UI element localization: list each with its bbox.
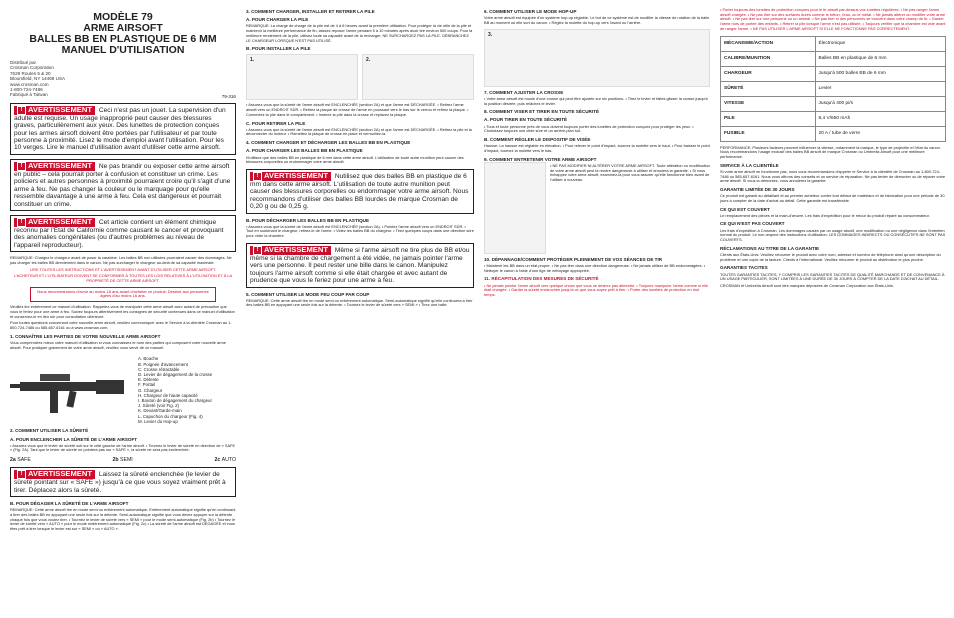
covered-heading: CE QUI EST COUVERT bbox=[720, 206, 770, 212]
warning-badge: ! AVERTISSEMENT bbox=[14, 218, 95, 227]
column-3 bbox=[484, 6, 710, 300]
figure-1: 1. bbox=[246, 54, 358, 100]
implied-warranty-body: TOUTES GARANTIES TACITES, Y COMPRIS LES GARANTIES TACITES DE QUALITÉ MARCHANDE ET DE CONVENANCE À UN USAGE PARTICULIER, SONT LIMITÉES À UNE DURÉE DE 30 JOURS À COMPTER DE LA DATE D'ACHAT AU DÉTAIL. bbox=[720, 271, 945, 282]
section-3b-text: • Assurez-vous que la sûreté de l'arme airsoft est ENCLENCHÉE (section 2A) et que l'arme est DÉCHARGÉE. • Retirez l'arme airsoft vers un ENDROIT SÛR. • Retirez la plaque de crosse de l'arme en poussant vers le bas sur le verrou et retirez la plaque. • Connectez la pile dans le compartiment. • Insérez la pile dans la crosse et replacez la plaque. bbox=[246, 102, 469, 117]
warranty-heading: GARANTIE LIMITÉE DE 30 JOURS bbox=[720, 186, 795, 192]
spec-key: VITESSE bbox=[721, 96, 816, 111]
spec-value: Électronique bbox=[815, 36, 946, 51]
section-8b-heading: B. COMMENT RÉGLER LE DISPOSITIF DE VISÉE bbox=[484, 137, 591, 143]
spec-key: PILE bbox=[721, 111, 816, 126]
warning-box-4: ! AVERTISSEMENT Nutilisez que des balles BB en plastique de 6 mm dans cette arme airsoft. L'utilisation de toute autre munition peut causer des blessures corporelles ou endommager votre arme airsoft. Nous recommandons d'utiliser des balles BB lourdes de marque Crosman de 0,20 g ou de 0,25 g. bbox=[246, 169, 474, 214]
stock-figures bbox=[484, 29, 710, 87]
figure-2: 2. bbox=[362, 54, 474, 100]
not-covered-body: Les frais d'expédition à Crosman. Les dommages causés par un usage abusif, une modification ou une négligence dans l'entretien normal du produit. Le non-respect des instructions d'utilisation. LES DOMMAGES INDIRECTS OU CONSÉCUTIFS NE SONT PAS COUVERTS. bbox=[720, 227, 946, 243]
service-text: Pour toutes questions concernant votre nouvelle arme airsoft, veuillez communiquer avec le Service à la clientèle Crosman au 1-800-724-7486 ou 585-657-6161 ou à www.crosman.com. bbox=[10, 320, 232, 331]
part-label: A. Bouche bbox=[138, 356, 159, 362]
column-1 bbox=[10, 6, 236, 534]
red-notice-1: LIRE TOUTES LES INSTRUCTIONS ET L'AVERTISSEMENT AVANT D'UTILISER CETTE ARME AIRSOFT. bbox=[29, 266, 217, 272]
spec-value: Jusqu'à 400 pi/s bbox=[815, 96, 946, 111]
spec-value: Levier bbox=[815, 81, 946, 96]
claims-heading: RÉCLAMATIONS AU TITRE DE LA GARANTIE bbox=[720, 245, 820, 251]
implied-warranty-heading: GARANTIES TACITES bbox=[720, 265, 768, 271]
service-heading: SERVICE À LA CLIENTÈLE bbox=[720, 162, 779, 168]
warning-badge: ! AVERTISSEMENT bbox=[14, 470, 95, 479]
section-8b-text: Hausse: La hausse est réglable en élévation. • Pour relever le point d'impact, tournez la molette vers le haut. • Pour baisser le point d'impact, tournez la molette vers le bas. bbox=[484, 143, 710, 153]
spec-row bbox=[721, 51, 946, 66]
claims-body: Clients aux États-Unis: Veuillez retourner le produit avec votre nom, adresse et numéro de téléphone ainsi qu'une description du problème et une copie de la facture. Clients à l'international: Veuillez retourner le produit au distributeur le plus proche. bbox=[720, 251, 941, 262]
warning-icon: ! bbox=[253, 246, 262, 255]
section-2a-text: • Assurez-vous que le levier de sûreté soit sur le côté gauche de l'arme airsoft. • Tournez le levier de sûreté en direction de « SAFE » (Fig. 2A). Tant que le levier de sûreté ne pointera pas sur « SAFE », la sûreté ne sera pas enclenchée. bbox=[10, 442, 236, 453]
spec-value: Balles BB en plastique de 6 mm bbox=[815, 51, 946, 66]
section-11-text: • Ne jamais pointer l'arme airsoft vers quelque chose que vous ne désirez pas atteindre. • Toujours manipuler l'arme comme si elle était chargée. • Garder la sûreté enclenchée jusqu'à ce que vous soyez prêt à tirer. • Porter des lunettes de protection en tout temps. bbox=[484, 282, 709, 298]
section-7-heading: 7. COMMENT AJUSTER LA CROSSE bbox=[484, 89, 564, 95]
rifle-diagram bbox=[10, 354, 236, 424]
section-4a-text: N'utilisez que des balles BB en plastique de 6 mm dans cette arme airsoft. L'utilisation de toute autre munition peut causer des blessures corporelles ou endommager votre arme airsoft. bbox=[246, 154, 464, 165]
spec-value: Jusqu'à 500 balles BB de 6 mm bbox=[815, 66, 946, 81]
spec-key: SÛRETÉ bbox=[721, 81, 816, 96]
part-label: F. Portail bbox=[138, 382, 156, 388]
not-covered-heading: CE QUI N'EST PAS COUVERT bbox=[720, 221, 785, 227]
spec-value: 20 A / tube de verre bbox=[815, 126, 946, 141]
section-9-text: • NE PAS MODIFIER NI ALTÉRER VOTRE ARME AIRSOFT. Toute altération ou modification de votre arme airsoft peut la rendre dangereuse à utiliser et annulera la garantie. • Si vous échappez votre arme airsoft, examinez-la pour vous assurer qu'elle fonctionne bien avant de l'utiliser à nouveau. bbox=[550, 162, 710, 182]
safety-switch-figures bbox=[10, 457, 236, 463]
part-label: E. Détente bbox=[138, 377, 159, 383]
battery-figures bbox=[246, 54, 474, 100]
warning-box-1: ! AVERTISSEMENT Ceci n'est pas un jouet. La supervision d'un adulte est requise. Un usage inapproprié peut causer des blessures graves, particulièrement aux yeux. Des lunettes de protection conçues pour les armes airsoft doivent être portées par l'utilisateur et par toute personne à proximité. Lisez le mode d'emploi avant l'utilisation. Pour les 10 verges. Lire le manuel d'utilisation avant d'utiliser cette arme airsoft. bbox=[10, 103, 236, 155]
section-3a-heading: A. POUR CHARGER LA PILE bbox=[246, 17, 309, 23]
section-8-heading: 8. COMMENT VISER ET TIRER EN TOUTE SÉCURITÉ bbox=[484, 109, 600, 115]
specifications-table bbox=[720, 36, 946, 142]
warning-box-2: ! AVERTISSEMENT Ne pas brandir ou exposer cette arme airsoft en public – cela pourrait porter à confusion et constituer un crime. Les policiers et autres personnes à proximité pourraient croire qu'il s'agit d'une arme à feu. Ne pas changer la couleur ou le marquage pour qu'elle ressemble davantage à une arme à feu. Cela est dangereux et pourrait constituer un crime. bbox=[10, 159, 236, 211]
fig-2c-label: 2c AUTO bbox=[214, 457, 236, 464]
warning-icon: ! bbox=[17, 218, 26, 227]
section-2b-text: REMARQUE: Cette arme airsoft tire en mode semi ou entièrement automatique. Entièrement automatique signifie qu'en continuant à tirer des balles BB en appuyant une seule fois sur la détente. Semi-automatique signifie que vous devez appuyer sur la détente chaque fois que vous voulez tirer. • Tournez le levier de sûreté vers « SEMI » pour le mode semi-automatique (Fig. 2b) • Tournez le levier de sûreté vers « AUTO » pour le mode entièrement automatique (Fig. 2c) • La sûreté de l'arme airsoft est DÉGAGÉE et vous êtes prêt à tirer lorsque le levier est sur « SEMI » ou « AUTO ». bbox=[10, 507, 236, 531]
spec-row bbox=[721, 126, 946, 141]
section-4b-heading: B. POUR DÉCHARGER LES BALLES BB EN PLASTIQUE bbox=[246, 217, 370, 223]
section-3-heading: 3. COMMENT CHARGER, INSTALLER ET RETIRER LA PILE bbox=[246, 9, 375, 14]
warranty-body: Ce produit est garanti au détaillant et au premier acheteur contre tout défaut de matériaux et de fabrication pour une période de 30 jours à compter de la date d'achat au détail. Cette garantie est transférable. bbox=[720, 193, 945, 203]
warning-badge: ! AVERTISSEMENT bbox=[14, 106, 95, 115]
part-label: H. Chargeur de haute capacité bbox=[138, 392, 198, 398]
maintenance-block bbox=[484, 162, 710, 254]
covered-body: Le remplacement des pièces et la main-d'œuvre. Les frais d'expédition pour le retour du produit réparé au consommateur. bbox=[720, 212, 930, 218]
warning-badge: ! AVERTISSEMENT bbox=[250, 246, 331, 255]
section-5-heading: 5. COMMENT UTILISER LE MODE FEU COUP PAR COUP bbox=[246, 291, 370, 297]
section-2-heading: 2. COMMENT UTILISER LA SÛRETÉ bbox=[10, 428, 89, 434]
trademark-footer: CROSMAN et Umbrella Airsoft sont des marques déposées de Crosman Corporation aux États-Unis. bbox=[720, 282, 894, 288]
part-label: M. Levier du Hop-up bbox=[138, 418, 178, 424]
red-notice-2: L'ACHETEUR ET L'UTILISATEUR DOIVENT SE CONFORMER À TOUTES LES LOIS RELATIVES À L'UTILISATION ET À LA PROPRIÉTÉ DE CETTE ARME AIRSOFT. bbox=[13, 273, 233, 283]
warning-icon: ! bbox=[17, 106, 26, 115]
spec-key: CHARGEUR bbox=[721, 66, 816, 81]
section-3a-text: REMARQUE: La charge de charge de la pile est de 4 à 6 heures avant la première utilisation. Pour protéger la vie utile de la pile et maintenir la meilleure performance de fin, laissez reposer l'arme pendant 5 à 10 minutes après avoir tiré environ 500 coups. Pour la meilleure rendement de la pile, utilisez toute sa capacité avant de la recharger. NE SURCHARGEZ PAS LA PILE. DÉBRANCHEZ LE CHARGEUR LORSQUE N'EST PAS UTILISÉ. bbox=[246, 23, 473, 43]
figure-maintenance bbox=[484, 162, 546, 254]
section-2a-heading: A. POUR ENCLENCHER LA SÛRETÉ DE L'ARME AIRSOFT bbox=[10, 436, 138, 442]
section-3c-heading: C. POUR RETIRER LA PILE bbox=[246, 120, 306, 126]
section-4-heading: 4. COMMENT CHARGER ET DÉCHARGER LES BALLES BB EN PLASTIQUE bbox=[246, 140, 411, 146]
section-1-text: Vous comprendrez mieux votre manuel d'utilisation si vous connaissez le nom des parties qui composent votre nouvelle arme airsoft. Pour pratiquer gravement de votre arme airsoft, veuillez vous servir de ce manuel. bbox=[10, 339, 226, 350]
spec-row bbox=[721, 111, 946, 126]
section-10-text: • Maintenir les BB dans un état propre. • Ne pas tirer dans une direction dangereuse. • Ne jamais utiliser de BB endommagées. • Nettoyer le canon à l'aide d'une tige de nettoyage appropriée. bbox=[484, 263, 706, 273]
spec-value: 8,4 V/650 mAh bbox=[815, 111, 946, 126]
figure-stock: 3. bbox=[484, 29, 710, 87]
part-label: B. Poignée d'avancement bbox=[138, 361, 188, 367]
section-2b-heading: B. POUR DÉGAGER LA SÛRETÉ DE L'ARME AIRSOFT bbox=[10, 500, 129, 506]
distributor-info: Distribué par Crosman Corporation 7629 Routes 5 & 20 Bloomfield, NY 14469 USA www.crosman.com 1-800-724-7486 Fabriqué à Taïwan bbox=[10, 60, 66, 98]
part-label: L. Capuchon du chargeur (Fig. 4) bbox=[138, 413, 203, 419]
warning-badge: ! AVERTISSEMENT bbox=[250, 172, 331, 181]
section-10-heading: 10. DÉPANNAGE/COMMENT PROTÉGER PLEINEMENT DE VOS SÉANCES DE TIR bbox=[484, 256, 663, 262]
section-8a-text: • Tous et toute personne près de vous doivent toujours porter des lunettes de protection conçues pour protéger les yeux. • Choisissez toujours une cible sûre et un arrière-plan sûr. bbox=[484, 123, 694, 134]
part-label: C. Crosse rétractable bbox=[138, 366, 180, 372]
manual-title: MODÈLE 79 ARME AIRSOFT BALLES BB EN PLASTIQUE DE 6 MM MANUEL D'UTILISATION bbox=[29, 11, 217, 56]
part-label: K. Devant/Garde-main bbox=[138, 408, 182, 414]
section-9-heading: 9. COMMENT ENTRETENIR VOTRE ARME AIRSOFT bbox=[484, 156, 597, 162]
section-6-heading: 6. COMMENT UTILISER LE MODE HOP-UP bbox=[484, 9, 577, 14]
column-4 bbox=[720, 6, 946, 291]
section-6-text: Votre arme airsoft est équipée d'un système hop-up réglable. Le but de ce système est de modifier la vitesse de rotation de la balle BB au moment où elle sort du canon. • Réglez la molette du hop-up vers l'avant ou l'arrière. bbox=[484, 15, 710, 25]
section-11-heading: 11. RÉCAPITULATION DES MESURES DE SÉCURITÉ bbox=[484, 276, 599, 282]
warning-box-5: ! AVERTISSEMENT Même si l'arme airsoft ne tire plus de BB et/ou même si la chambre de chargement a été vidée, ne jamais pointer l'arme vers une personne. Il peut rester une bille dans le canon. Manipulez toujours l'arme airsoft comme si elle était chargée et avec autant de prudence que vous le feriez pour une arme à feu. bbox=[246, 243, 474, 288]
age-notice: Nous recommandons d'avoir au moins 18 ans avant d'acheter ce produit. Destiné aux personnes âgées d'au moins 16 ans. bbox=[30, 287, 216, 303]
remarque-text: REMARQUE: Chargez le chargeur avant de poser la carabine. Les balles BB non utilisées pourraient causer des dommages. Ne pas charger les balles BB directement dans le canon. Ne pas surcharger le chargeur au-delà de sa capacité maximale. bbox=[10, 255, 232, 265]
spec-row bbox=[721, 66, 946, 81]
document-code: 79-316 bbox=[221, 93, 236, 99]
part-label: D. Levier de dégagement de la crosse bbox=[138, 371, 213, 377]
warning-box-3: ! AVERTISSEMENT Cet article contient un élément chimique reconnu par l'État de Californie comme causant le cancer et provoquant des anomalies congénitales (ou d'autres problèmes au niveau de l'appareil reproducteur). bbox=[10, 215, 236, 252]
part-label: I. Bouton de dégagement du chargeur bbox=[138, 397, 212, 403]
column-2 bbox=[246, 6, 474, 310]
fig-2a-label: 2a SAFE bbox=[10, 457, 31, 464]
spec-key: MÉCANISME/ACTION bbox=[721, 36, 816, 51]
service-body: Si votre arme airsoft ne fonctionne pas, nous vous recommandons d'appeler le Service à la clientèle de Crosman au 1-800-724-7486 ou 585-657-6161. Nous vous offrons des conseils et un service de réparation. Ne pas tenter de démonter ou de réparer votre arme airsoft. Si vous la démontez, vous annulerez la garantie. bbox=[720, 168, 946, 184]
rifle-illustration bbox=[10, 354, 130, 424]
spec-row bbox=[721, 96, 946, 111]
spec-row bbox=[721, 36, 946, 51]
section-7-text: • Votre arme airsoft est munie d'une crosse qui peut être ajustée sur six positions. • Tirez le levier et faites glisser la crosse jusqu'à la position désirée, puis relâchez le levier. bbox=[484, 95, 708, 106]
section-8a-heading: A. POUR TIRER EN TOUTE SÉCURITÉ bbox=[484, 117, 568, 123]
section-1-heading: 1. CONNAÎTRE LES PARTIES DE VOTRE NOUVELLE ARME AIRSOFT bbox=[10, 333, 161, 339]
section-3b-heading: B. POUR INSTALLER LA PILE bbox=[246, 46, 311, 52]
warning-icon: ! bbox=[17, 470, 26, 479]
warning-box-6: ! AVERTISSEMENT Laissez la sûreté enclenchée (le levier de sûreté pointant sur « SAFE ») jusqu'à ce que vous soyez vraiment prêt à tirer. Déplacez alors la sûreté. bbox=[10, 467, 236, 497]
spec-row bbox=[721, 81, 946, 96]
intro-text: Veuillez lire entièrement ce manuel d'utilisation. Rappelez-vous de manipuler cette arme airsoft avec autant de précaution que vous le feriez pour une arme à feu. Suivez toujours attentivement les consignes de sécurité contenues dans ce manuel d'utilisation et conservez-le en lieu sûr pour consultation ultérieure. bbox=[10, 304, 235, 319]
part-label: G. Chargeur bbox=[138, 387, 163, 393]
section-4b-text: • Assurez-vous que la sûreté de l'arme airsoft est ENCLENCHÉE (section 2A). • Pointez l'arme airsoft vers un ENDROIT SÛR. • Tout en soutenant le chargeur, retirez-le de l'arme. • Videz les balles BB du chargeur. • Tirez quelques coups dans une direction sûre pour vider la chambre. bbox=[246, 223, 474, 239]
parts-list bbox=[138, 356, 232, 424]
spec-key: CALIBRE/MUNITION bbox=[721, 51, 816, 66]
warning-icon: ! bbox=[253, 172, 262, 181]
section-4a-heading: A. POUR CHARGER LES BALLES BB EN PLASTIQUE bbox=[246, 148, 363, 154]
spec-key: FUSIBLE bbox=[721, 126, 816, 141]
warning-badge: ! AVERTISSEMENT bbox=[14, 162, 95, 171]
fig-2b-label: 2b SEMI bbox=[112, 457, 133, 464]
warning-icon: ! bbox=[17, 162, 26, 171]
section-3c-text: • Assurez-vous que la sûreté de l'arme airsoft est ENCLENCHÉE (section 2A) et que l'arme est DÉCHARGÉE. • Retirez la pile et la déconnecter du moteur. • Remettez la plaque de crosse en place et verrouillez-la. bbox=[246, 126, 472, 137]
performance-text: PERFORMANCE: Plusieurs facteurs peuvent influencer la vitesse, notamment la marque, le type de projectile et l'état du canon. Nous recommandons l'usage exclusif des balles BB airsoft de marque Crosman ou Umbrella Airsoft pour une meilleure performance. bbox=[720, 144, 941, 159]
section-5-text: REMARQUE: Cette arme airsoft tire en mode semi ou entièrement automatique. Semi-automatique signifie qu'elle continuera à tirer des balles BB en appuyant une seule fois sur la détente. • Tournez le levier de sûreté vers « SEMI » • Tirez une balle. bbox=[246, 297, 473, 308]
part-label: J. Sûreté (voir Fig. 2) bbox=[138, 403, 179, 409]
safety-summary-continued: • Porter toujours des lunettes de protection conçues pour le tir airsoft par-dessus vos lunettes régulières. • Ne pas ranger l'arme airsoft chargée. • Ne pas tirer sur des surfaces dures comme le béton, l'eau, ou le métal. • Ne jamais altérer ou modifier votre arme airsoft. • Ne pas tirer sur une personne ou un animal. • Ne pas tirer si des personnes se trouvent dans votre champ de tir. • Garder l'arme hors de portée des enfants. • Retirer la pile lorsque l'arme n'est pas utilisée. • Toujours vérifier que la chambre est vide avant de ranger l'arme. • NE PAS UTILISER L'ARME AIRSOFT SI ELLE NE FONCTIONNE PAS CORRECTEMENT. bbox=[720, 7, 946, 31]
